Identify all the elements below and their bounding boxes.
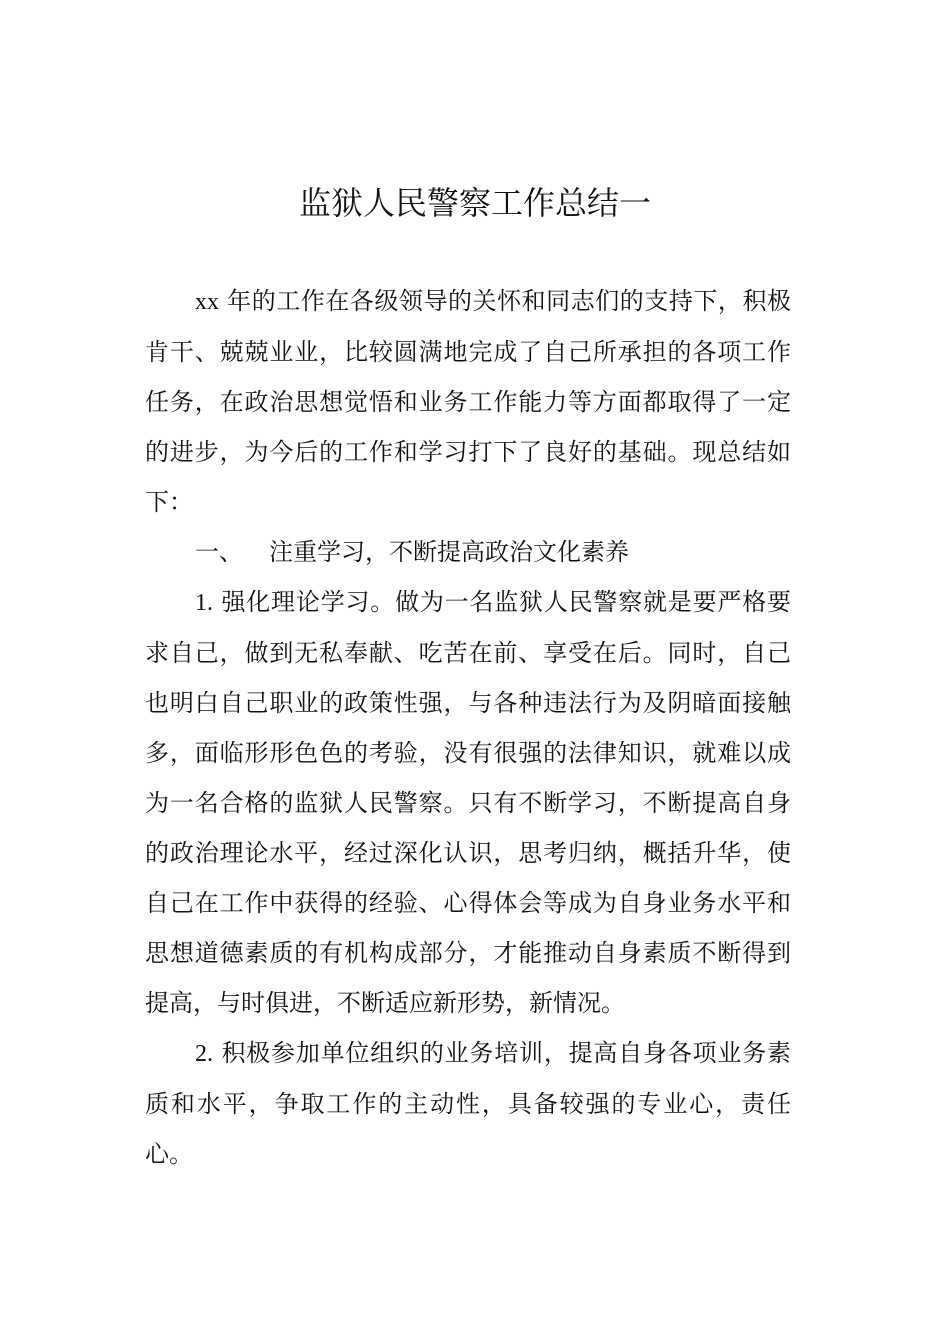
section-heading-1-text: 注重学习，不断提高政治文化素养: [269, 538, 629, 566]
paragraph-intro: [145, 276, 791, 527]
paragraph-item-1-number: 1.: [195, 590, 213, 616]
paragraph-item-1: [145, 577, 791, 1028]
document-title: 监狱人民警察工作总结一: [298, 184, 651, 222]
paragraph-item-2: [145, 1028, 791, 1179]
document-body: [145, 276, 791, 1179]
section-heading-1: [145, 527, 791, 577]
section-heading-1-number: 一、: [195, 538, 243, 566]
paragraph-intro-text: 年的工作在各级领导的关怀和同志们的支持下，积极肯干、兢兢业业，比较圆满地完成了自己所承担的各项工作任务，在政治思想觉悟和业务工作能力等方面都取得了一定的进步，为今后的工作和学习打下了良好的基础。现总结如下：: [145, 287, 791, 516]
paragraph-item-2-number: 2.: [195, 1041, 213, 1067]
paragraph-item-2-text: 积极参加单位组织的业务培训，提高自身各项业务素质和水平，争取工作的主动性，具备较强的专业心，责任心。: [145, 1039, 791, 1168]
paragraph-item-1-text: 强化理论学习。做为一名监狱人民警察就是要严格要求自己，做到无私奉献、吃苦在前、享受在后。同时，自己也明白自己职业的政策性强，与各种违法行为及阴暗面接触多，面临形形色色的考验，没有很强的法律知识，就难以成为一名合格的监狱人民警察。只有不断学习，不断提高自身的政治理论水平，经过深化认识，思考归纳，概括升华，使自己在工作中获得的经验、心得体会等成为自身业务水平和思想道德素质的有机构成部分，才能推动自身素质不断得到提高，与时俱进，不断适应新形势，新情况。: [145, 588, 791, 1017]
paragraph-intro-lead: xx: [195, 289, 219, 315]
